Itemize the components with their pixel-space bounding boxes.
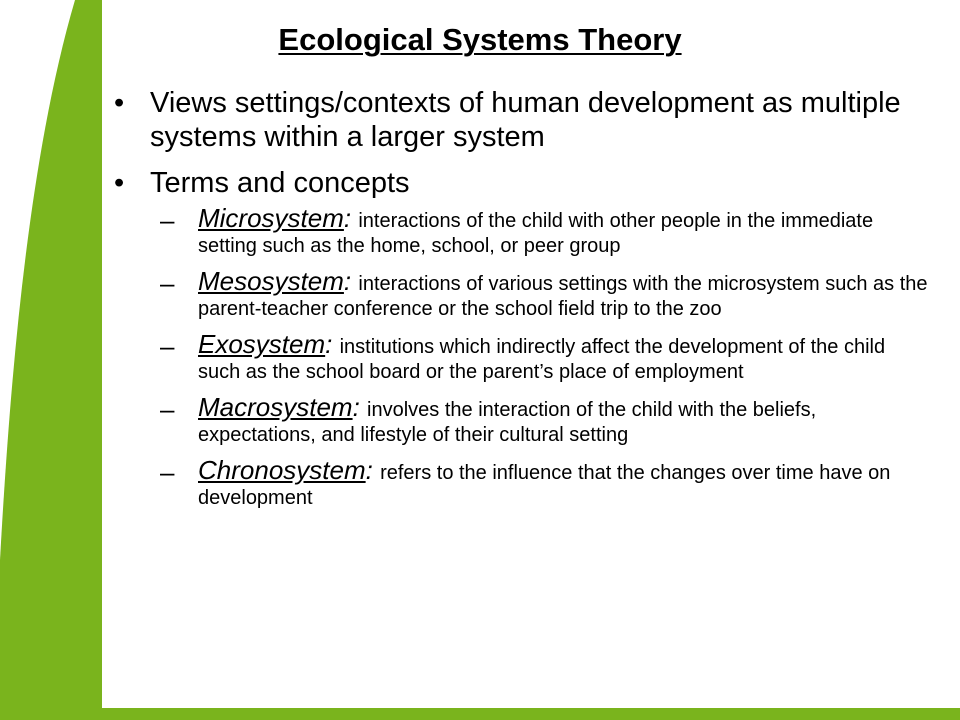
sub-bullet-item <box>112 203 932 259</box>
dash-icon: – <box>160 457 175 487</box>
sub-list-wrapper <box>112 203 932 511</box>
term-description: involves the interaction of the child with the beliefs, expectations, and lifestyle of their cultural setting <box>198 399 817 446</box>
sub-bullet-list <box>112 203 932 511</box>
term-colon: : <box>325 329 340 359</box>
term-name: Chronosystem <box>198 455 366 485</box>
bullet-text: Views settings/contexts of human development as multiple systems within a larger system <box>150 87 901 153</box>
term-colon: : <box>352 392 368 422</box>
term-name: Microsystem <box>198 203 344 233</box>
bullet-item <box>112 166 932 200</box>
bullet-dot-icon: • <box>114 167 125 199</box>
term-description: interactions of the child with other people in the immediate setting such as the home, school, or peer group <box>198 210 874 257</box>
term-description: institutions which indirectly affect the development of the child such as the school board or the parent’s place of employment <box>198 336 886 383</box>
slide-title <box>0 22 960 58</box>
dash-icon: – <box>160 331 175 361</box>
term-name: Macrosystem <box>198 392 353 422</box>
slide-title-text: Ecological Systems Theory <box>278 22 682 57</box>
dash-icon: – <box>160 205 175 235</box>
bullet-dot-icon: • <box>114 87 125 119</box>
sub-bullet-item <box>112 329 932 385</box>
sub-bullet-item <box>112 455 932 511</box>
term-colon: : <box>343 203 359 233</box>
term-description: refers to the influence that the changes over time have on development <box>198 462 891 509</box>
term-description: interactions of various settings with the microsystem such as the parent-teacher conference or the school field trip to the zoo <box>198 273 928 320</box>
bullet-item <box>112 86 932 154</box>
term-name: Mesosystem <box>198 266 344 296</box>
dash-icon: – <box>160 394 175 424</box>
dash-icon: – <box>160 268 175 298</box>
term-name: Exosystem <box>198 329 326 359</box>
sub-bullet-item <box>112 266 932 322</box>
sub-bullet-item <box>112 392 932 448</box>
bullet-text: Terms and concepts <box>150 167 410 199</box>
term-colon: : <box>365 455 381 485</box>
bullet-list <box>112 86 932 521</box>
term-colon: : <box>343 266 359 296</box>
green-bottom-strip <box>100 708 960 720</box>
